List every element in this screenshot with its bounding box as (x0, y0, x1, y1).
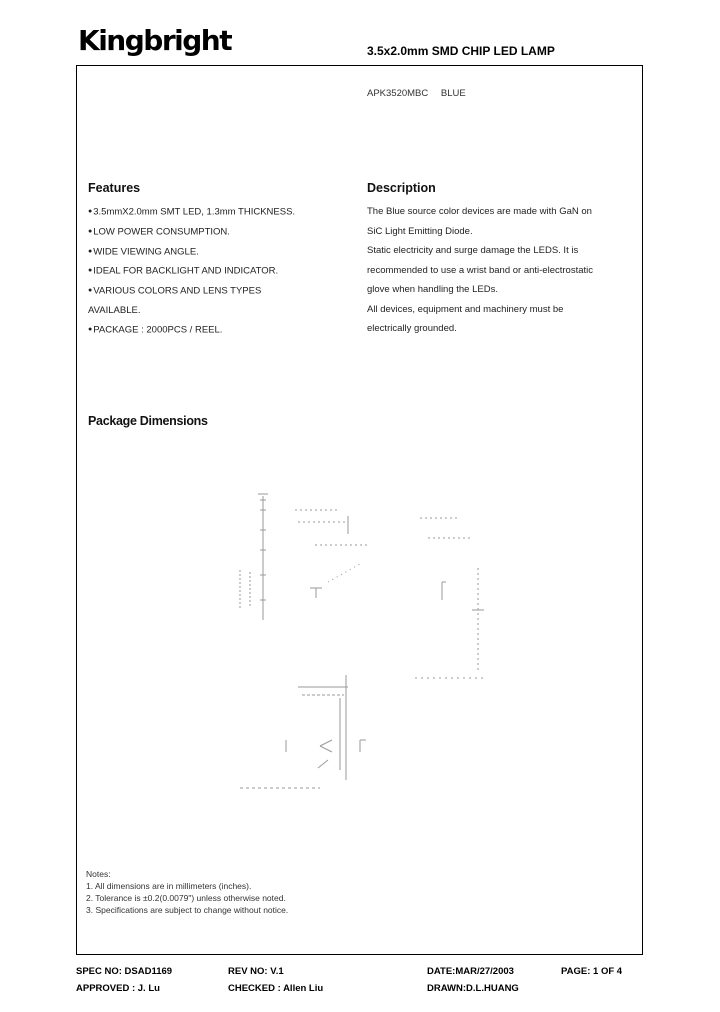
feature-item: ●LOW POWER CONSUMPTION. (88, 226, 230, 238)
bullet-icon: ● (88, 326, 93, 334)
description-line: glove when handling the LEDs. (367, 284, 498, 295)
part-number: APK3520MBC (367, 88, 429, 99)
package-dimensions-drawing (220, 490, 510, 800)
feature-item: ●PACKAGE : 2000PCS / REEL. (88, 324, 223, 336)
features-heading: Features (88, 181, 141, 195)
feature-item-continuation: AVAILABLE. (88, 304, 141, 316)
note-item: 3. Specifications are subject to change without notice. (86, 905, 289, 915)
checked-by: CHECKED : Allen Liu (228, 983, 324, 994)
feature-item: ●WIDE VIEWING ANGLE. (88, 245, 199, 257)
features-list (88, 202, 348, 340)
bullet-icon: ● (88, 267, 93, 275)
note-item: 1. All dimensions are in millimeters (inches). (86, 881, 252, 891)
notes-block (86, 868, 288, 916)
bullet-icon: ● (88, 227, 93, 235)
description-text (367, 202, 632, 339)
drawn-by: DRAWN:D.L.HUANG (427, 983, 519, 994)
description-line: All devices, equipment and machinery must be (367, 303, 564, 315)
page-number: PAGE: 1 OF 4 (561, 966, 623, 977)
part-color: BLUE (440, 88, 466, 99)
description-line: recommended to use a wrist band or anti-electrostatic (367, 264, 593, 276)
package-dimensions-heading: Package Dimensions (88, 414, 208, 428)
bullet-icon: ● (88, 208, 93, 215)
feature-item: ●VARIOUS COLORS AND LENS TYPES (88, 285, 262, 297)
description-line: electrically grounded. (367, 323, 457, 334)
description-line: Static electricity and surge damage the LEDS. It is (367, 245, 579, 256)
note-item: 2. Tolerance is ±0.2(0.0079") unless otherwise noted. (86, 893, 286, 903)
feature-item: ●3.5mmX2.0mm SMT LED, 1.3mm THICKNESS. (88, 206, 296, 218)
description-line: The Blue source color devices are made with GaN on (367, 206, 592, 217)
brand-logo: Kingbright (78, 24, 232, 57)
part-line (367, 88, 466, 99)
approved-by: APPROVED : J. Lu (76, 983, 160, 994)
feature-item: ●IDEAL FOR BACKLIGHT AND INDICATOR. (88, 265, 279, 277)
revision-number: REV NO: V.1 (228, 966, 284, 977)
spec-number: SPEC NO: DSAD1169 (76, 966, 173, 977)
description-line: SiC Light Emitting Diode. (367, 225, 473, 237)
bullet-icon: ● (88, 287, 93, 295)
description-heading: Description (367, 181, 436, 195)
document-title: 3.5x2.0mm SMD CHIP LED LAMP (367, 44, 555, 58)
notes-heading: Notes: (86, 869, 111, 879)
bullet-icon: ● (88, 247, 93, 255)
document-date: DATE:MAR/27/2003 (427, 966, 514, 977)
dimension-drawing-svg (220, 490, 510, 800)
